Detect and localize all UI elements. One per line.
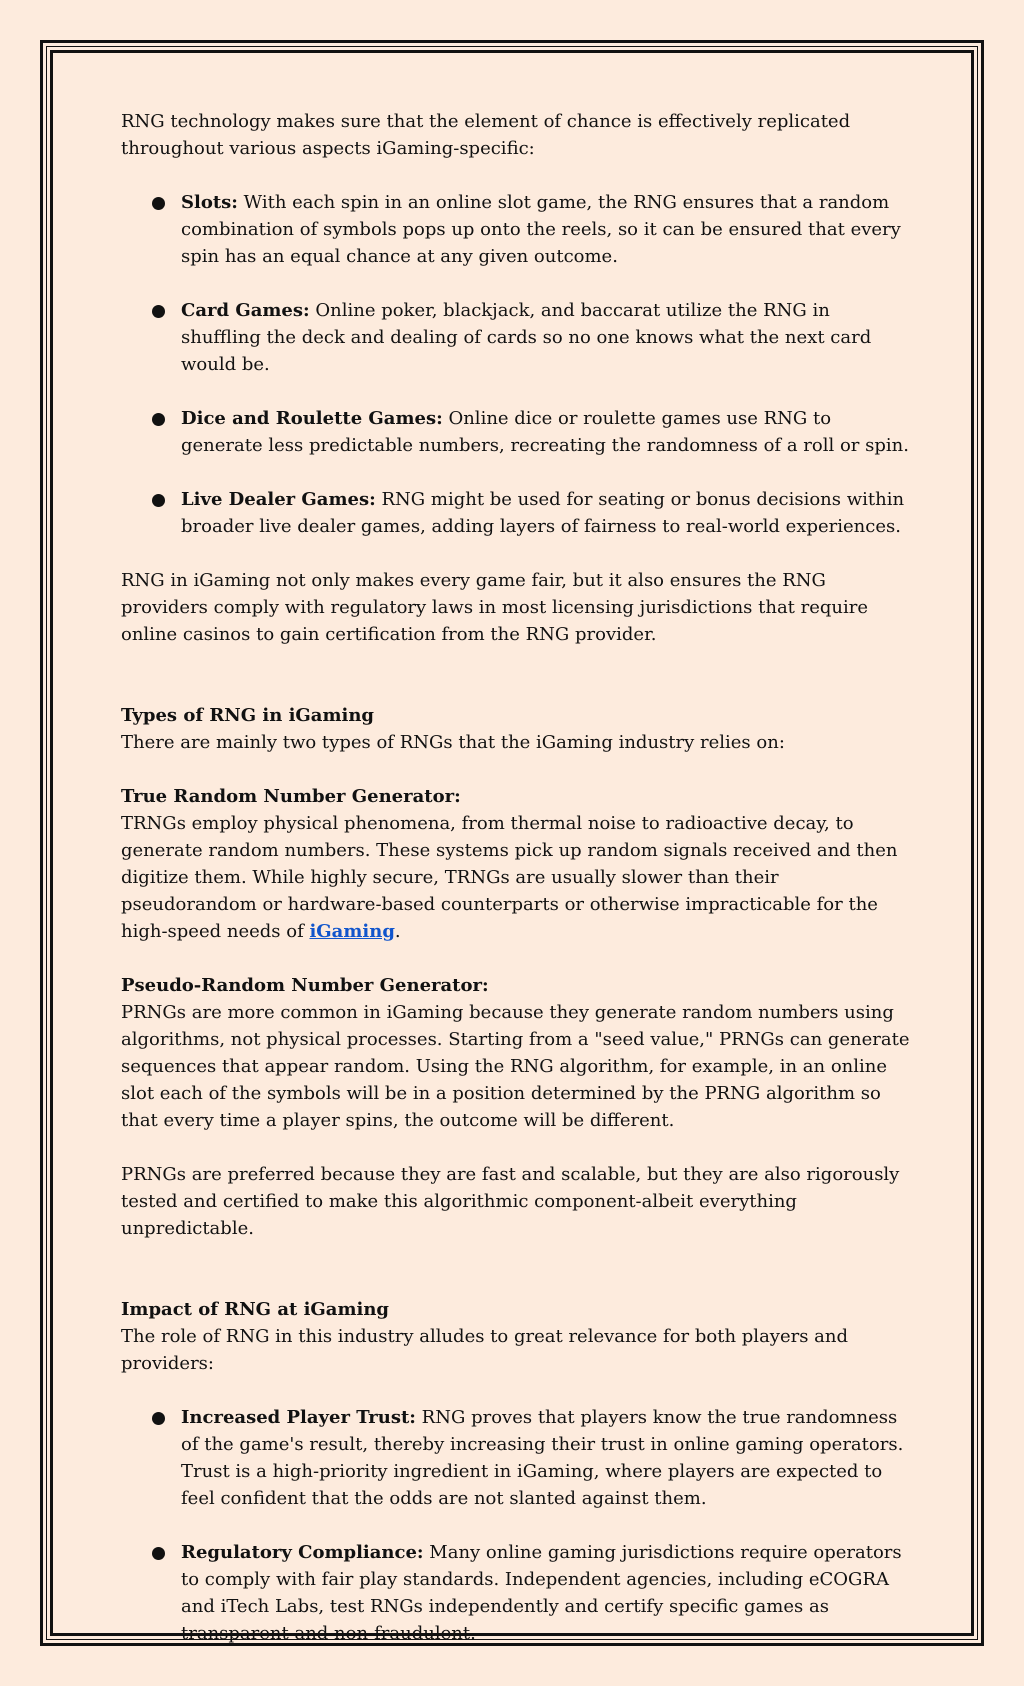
list-item-title: Card Games:	[181, 300, 310, 321]
trng-heading: True Random Number Generator:	[121, 786, 461, 807]
list-item-text: Online poker, blackjack, and baccarat utilize the RNG in shuffling the deck and dealing of cards so no one knows what the next card would be.	[181, 300, 872, 375]
trng-paragraph	[121, 810, 911, 945]
prng-paragraph: PRNGs are more common in iGaming because they generate random numbers using algorithms, not physical processes. Starting from a "seed value," PRNGs can generate sequences that appear random. Using the RNG algorithm, for example, in an online slot each of the symbols will be in a position determined by the PRNG algorithm so that every time a player spins, the outcome will be different.	[121, 1002, 910, 1131]
trng-text: TRNGs employ physical phenomena, from thermal noise to radioactive decay, to generate random numbers. These systems pick up random signals received and then digitize them. While highly secure, TRNGs are usually slower than their pseudorandom or hardware-based counterparts or otherwise impracticable for the high-speed needs of	[121, 813, 898, 942]
list-item-text: With each spin in an online slot game, the RNG ensures that a random combination of symbols pops up onto the reels, so it can be ensured that every spin has an equal chance at any given outcome.	[181, 192, 901, 267]
list-item	[121, 1539, 911, 1647]
list-item-title: Increased Player Trust:	[181, 1407, 416, 1428]
list-item-text: RNG proves that players know the true randomness of the game's result, thereby increasing their trust in online gaming operators. Trust is a high-priority ingredient in iGaming, where players are expected to feel confident that the odds are not slanted against them.	[181, 1407, 904, 1509]
igaming-link[interactable]: iGaming	[309, 921, 395, 942]
list-item	[121, 297, 911, 378]
compliance-paragraph: RNG in iGaming not only makes every game fair, but it also ensures the RNG providers comply with regulatory laws in most licensing jurisdictions that require online casinos to gain certification from the RNG provider.	[121, 570, 869, 645]
list-item-text: Online dice or roulette games use RNG to generate less predictable numbers, recreating the randomness of a roll or spin.	[181, 408, 909, 456]
list-item-text: RNG might be used for seating or bonus decisions within broader live dealer games, adding layers of fairness to real-world experiences.	[181, 489, 905, 537]
list-item	[121, 1404, 911, 1512]
preferred-paragraph: PRNGs are preferred because they are fast and scalable, but they are also rigorously tested and certified to make this algorithmic component-albeit everything unpredictable.	[121, 1164, 900, 1239]
trng-period: .	[394, 921, 401, 942]
list-item-title: Live Dealer Games:	[181, 489, 376, 510]
impact-heading: Impact of RNG at iGaming	[121, 1299, 389, 1320]
list-item-title: Slots:	[181, 192, 238, 213]
prng-heading: Pseudo-Random Number Generator:	[121, 975, 489, 996]
types-intro: There are mainly two types of RNGs that the iGaming industry relies on:	[121, 732, 785, 753]
list-item	[121, 486, 911, 540]
list-item-title: Dice and Roulette Games:	[181, 408, 443, 429]
intro-paragraph: RNG technology makes sure that the element of chance is effectively replicated throughout various aspects iGaming-specific:	[121, 111, 851, 159]
list-item-title: Regulatory Compliance:	[181, 1542, 424, 1563]
list-item-text: Many online gaming jurisdictions require operators to comply with fair play standards. Independent agencies, including eCOGRA and iTech Labs, test RNGs independently and certify specific games as transparent and non-fraudulent.	[181, 1542, 902, 1644]
list-item	[121, 189, 911, 270]
list-item	[121, 405, 911, 459]
impact-list	[121, 1404, 911, 1647]
types-heading: Types of RNG in iGaming	[121, 705, 375, 726]
impact-intro: The role of RNG in this industry alludes to great relevance for both players and providers:	[121, 1326, 849, 1374]
uses-list	[121, 189, 911, 540]
document-body	[121, 108, 911, 1674]
